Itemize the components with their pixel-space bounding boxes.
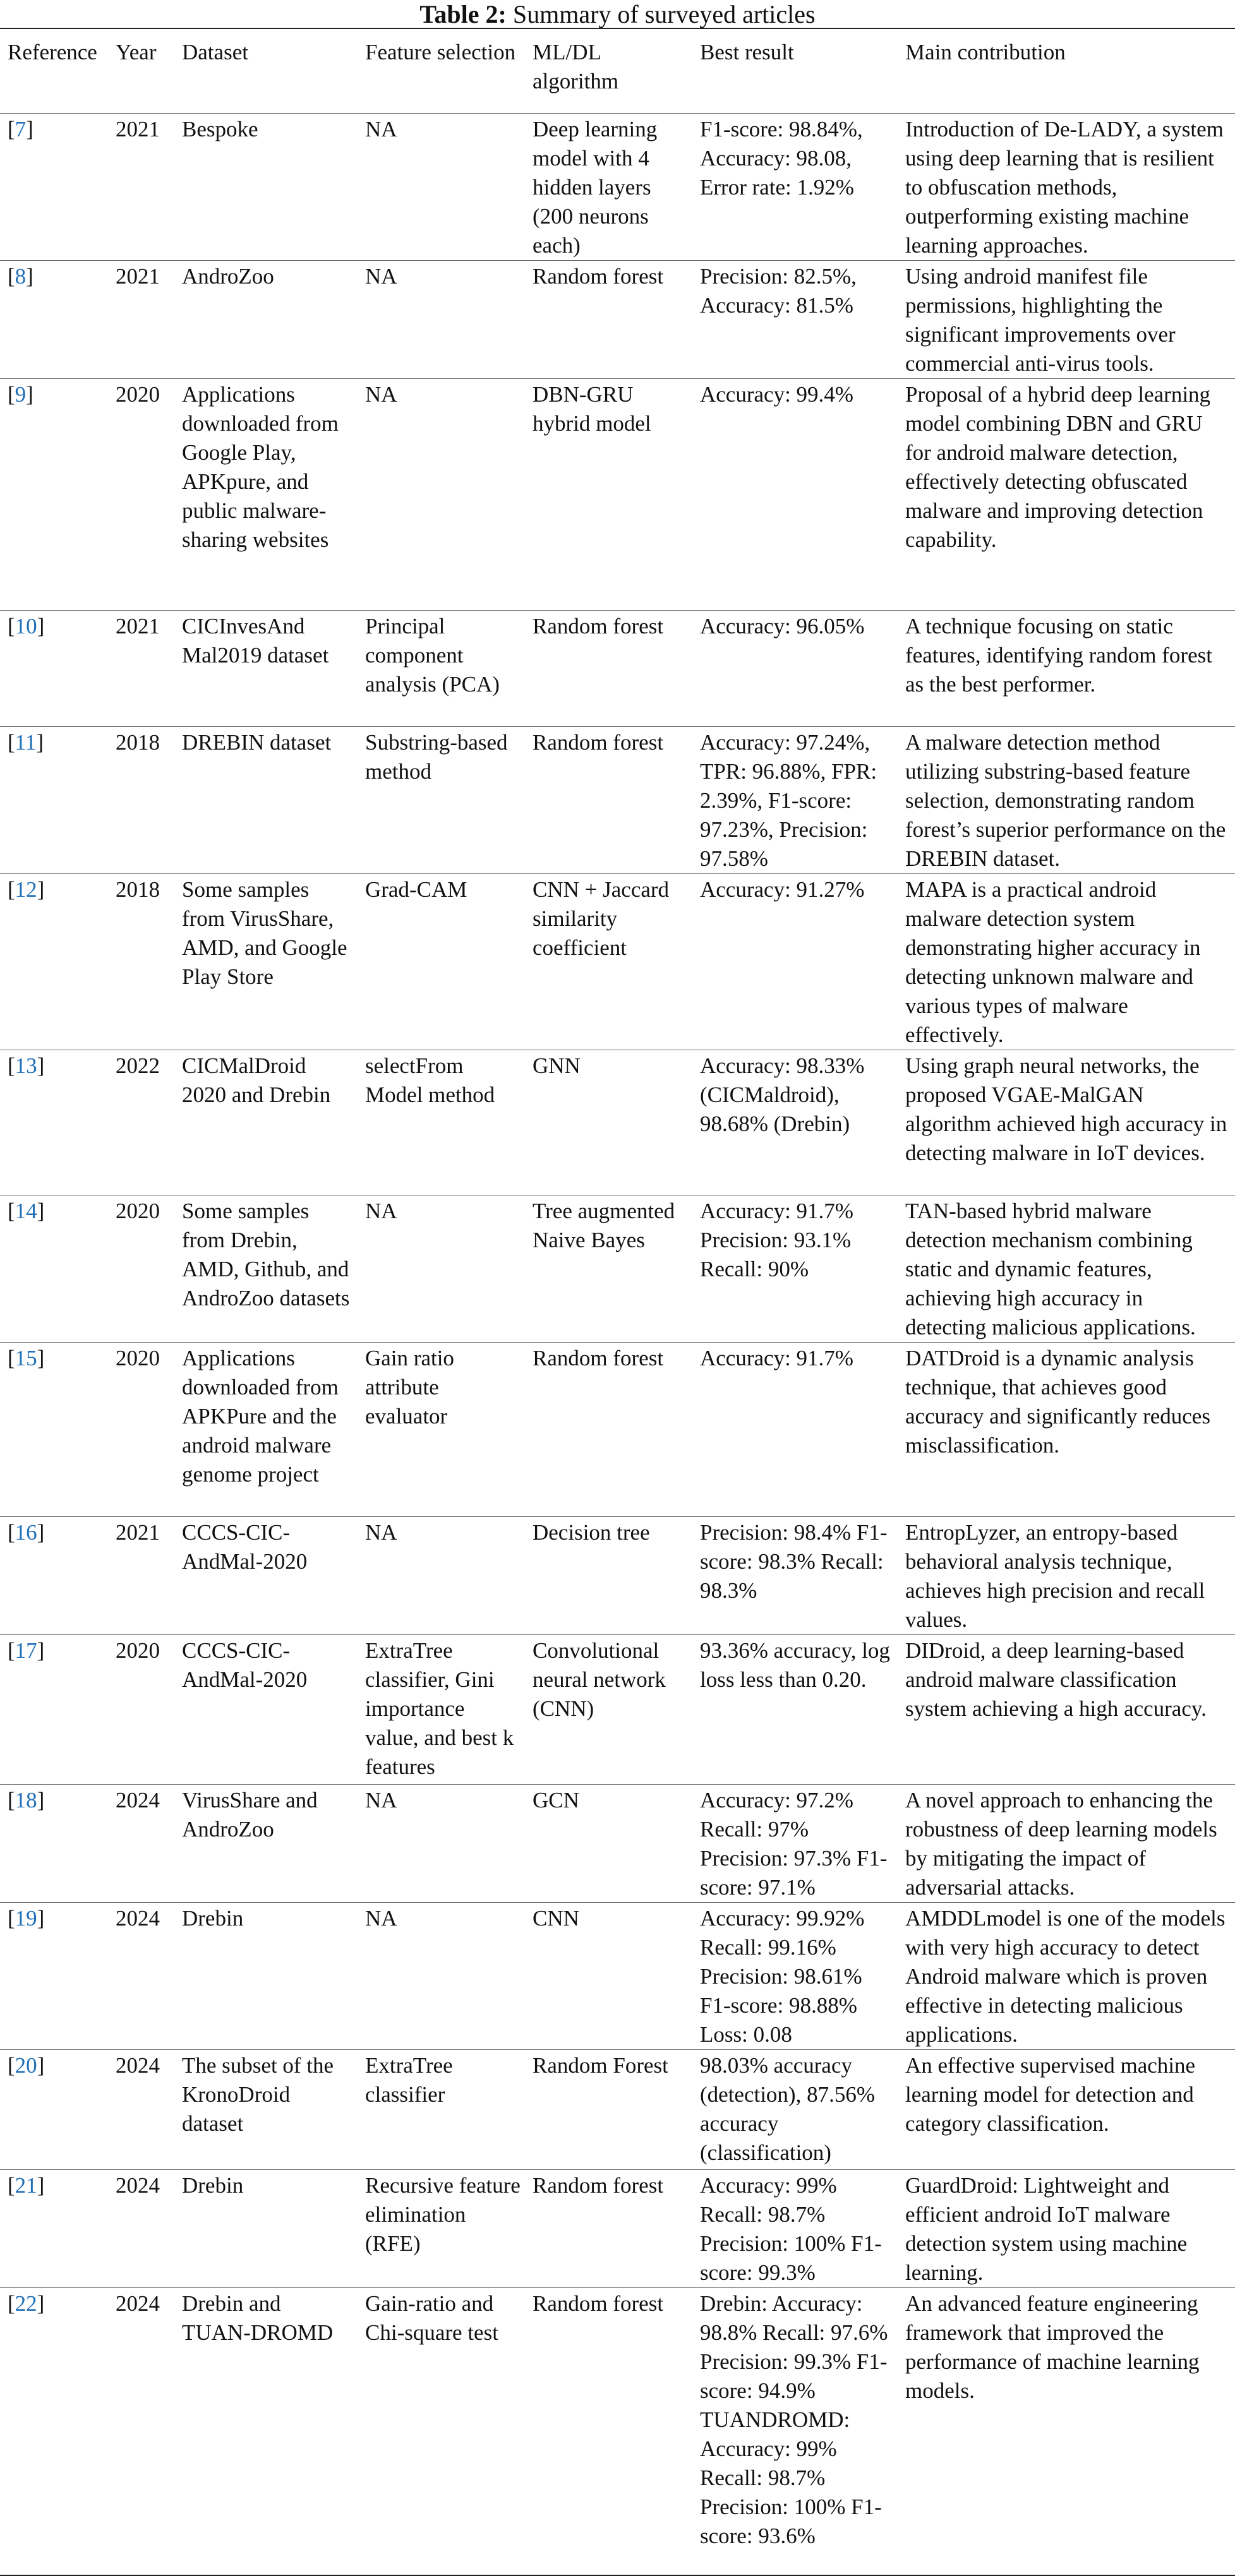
reference-link[interactable]: 17 <box>15 1638 37 1663</box>
table-row <box>0 2050 1235 2170</box>
cell-main-contribution: Using graph neural networks, the proposed VGAE-MalGAN algorithm achieved high accuracy in detecting malware in IoT devices. <box>900 1050 1235 1195</box>
cell-best-result: Precision: 82.5%, Accuracy: 81.5% <box>695 261 900 379</box>
cell-main-contribution: MAPA is a practical android malware detection system demonstrating higher accuracy in detecting unknown malware and various types of malware effectively. <box>900 874 1235 1050</box>
cell-algorithm: Convolutional neural network (CNN) <box>527 1635 695 1785</box>
cell-algorithm: Random forest <box>527 261 695 379</box>
table-row <box>0 379 1235 611</box>
reference-link[interactable]: 9 <box>15 382 27 407</box>
cell-dataset: Drebin <box>177 1903 360 2050</box>
cell-reference: [11] <box>0 727 111 874</box>
cell-feature-selection: NA <box>360 1195 527 1343</box>
cell-main-contribution: A technique focusing on static features, identifying random forest as the best performer. <box>900 611 1235 727</box>
caption-text: Summary of surveyed articles <box>512 0 816 28</box>
reference-link[interactable]: 13 <box>15 1053 37 1078</box>
cell-main-contribution: Introduction of De-LADY, a system using deep learning that is resilient to obfuscation methods, outperforming existing machine learning approaches. <box>900 114 1235 261</box>
cell-dataset: AndroZoo <box>177 261 360 379</box>
cell-algorithm: DBN-GRU hybrid model <box>527 379 695 611</box>
cell-reference: [20] <box>0 2050 111 2170</box>
cell-feature-selection: Recursive feature elimination (RFE) <box>360 2170 527 2288</box>
cell-algorithm: Random forest <box>527 1343 695 1517</box>
reference-link[interactable]: 7 <box>15 117 27 141</box>
cell-feature-selection: Grad-CAM <box>360 874 527 1050</box>
cell-reference: [19] <box>0 1903 111 2050</box>
cell-year: 2024 <box>111 1903 177 2050</box>
cell-reference: [22] <box>0 2288 111 2575</box>
cell-reference: [17] <box>0 1635 111 1785</box>
cell-main-contribution: GuardDroid: Lightweight and efficient android IoT malware detection system using machine learning. <box>900 2170 1235 2288</box>
cell-reference: [13] <box>0 1050 111 1195</box>
cell-feature-selection: NA <box>360 1903 527 2050</box>
cell-dataset: The subset of the KronoDroid dataset <box>177 2050 360 2170</box>
cell-main-contribution: An advanced feature engineering framework that improved the performance of machine learning models. <box>900 2288 1235 2575</box>
summary-table <box>0 28 1235 2576</box>
cell-year: 2024 <box>111 2050 177 2170</box>
reference-link[interactable]: 21 <box>15 2173 37 2198</box>
reference-link[interactable]: 10 <box>15 614 37 638</box>
cell-feature-selection: Gain ratio attribute evaluator <box>360 1343 527 1517</box>
cell-algorithm: CNN <box>527 1903 695 2050</box>
cell-dataset: CICInvesAnd Mal2019 dataset <box>177 611 360 727</box>
cell-dataset: CICMalDroid 2020 and Drebin <box>177 1050 360 1195</box>
cell-year: 2024 <box>111 2170 177 2288</box>
cell-main-contribution: AMDDLmodel is one of the models with very high accuracy to detect Android malware which is proven effective in detecting malicious applications. <box>900 1903 1235 2050</box>
reference-link[interactable]: 14 <box>15 1199 37 1223</box>
cell-reference: [12] <box>0 874 111 1050</box>
cell-main-contribution: EntropLyzer, an entropy-based behavioral analysis technique, achieves high precision and recall values. <box>900 1517 1235 1635</box>
reference-link[interactable]: 20 <box>15 2053 37 2078</box>
cell-reference: [8] <box>0 261 111 379</box>
cell-reference: [15] <box>0 1343 111 1517</box>
cell-year: 2021 <box>111 261 177 379</box>
cell-algorithm: Random forest <box>527 611 695 727</box>
cell-best-result: Accuracy: 91.27% <box>695 874 900 1050</box>
table-row <box>0 261 1235 379</box>
cell-reference: [21] <box>0 2170 111 2288</box>
cell-feature-selection: NA <box>360 261 527 379</box>
reference-link[interactable]: 18 <box>15 1788 37 1812</box>
cell-year: 2020 <box>111 1635 177 1785</box>
cell-feature-selection: ExtraTree classifier, Gini importance value, and best k features <box>360 1635 527 1785</box>
cell-best-result: Accuracy: 99.92% Recall: 99.16% Precision: 98.61% F1-score: 98.88% Loss: 0.08 <box>695 1903 900 2050</box>
cell-best-result: 93.36% accuracy, log loss less than 0.20. <box>695 1635 900 1785</box>
cell-main-contribution: A novel approach to enhancing the robustness of deep learning models by mitigating the impact of adversarial attacks. <box>900 1785 1235 1903</box>
cell-best-result: Accuracy: 91.7% <box>695 1343 900 1517</box>
cell-feature-selection: Principal component analysis (PCA) <box>360 611 527 727</box>
cell-feature-selection: NA <box>360 1785 527 1903</box>
header-reference: Reference <box>8 40 97 64</box>
cell-feature-selection: selectFrom Model method <box>360 1050 527 1195</box>
cell-main-contribution: A malware detection method utilizing substring-based feature selection, demonstrating random forest’s superior performance on the DREBIN dataset. <box>900 727 1235 874</box>
cell-year: 2021 <box>111 611 177 727</box>
table-body <box>0 114 1235 2575</box>
table-row <box>0 1635 1235 1785</box>
cell-algorithm: Random Forest <box>527 2050 695 2170</box>
cell-main-contribution: Proposal of a hybrid deep learning model combining DBN and GRU for android malware detection, effectively detecting obfuscated malware and improving detection capability. <box>900 379 1235 611</box>
table-row <box>0 1050 1235 1195</box>
cell-year: 2024 <box>111 1785 177 1903</box>
cell-dataset: Some samples from Drebin, AMD, Github, and AndroZoo datasets <box>177 1195 360 1343</box>
cell-main-contribution: An effective supervised machine learning model for detection and category classification. <box>900 2050 1235 2170</box>
cell-year: 2020 <box>111 1195 177 1343</box>
reference-link[interactable]: 11 <box>15 730 37 755</box>
cell-dataset: CCCS-CIC-AndMal-2020 <box>177 1517 360 1635</box>
cell-algorithm: Tree augmented Naive Bayes <box>527 1195 695 1343</box>
table-row <box>0 2170 1235 2288</box>
cell-algorithm: Deep learning model with 4 hidden layers (200 neurons each) <box>527 114 695 261</box>
cell-dataset: Bespoke <box>177 114 360 261</box>
cell-year: 2020 <box>111 1343 177 1517</box>
cell-reference: [10] <box>0 611 111 727</box>
table-row <box>0 2288 1235 2575</box>
cell-best-result: Accuracy: 99.4% <box>695 379 900 611</box>
cell-main-contribution: TAN-based hybrid malware detection mechanism combining static and dynamic features, achieving high accuracy in detecting malicious applications. <box>900 1195 1235 1343</box>
cell-dataset: Applications downloaded from APKPure and the android malware genome project <box>177 1343 360 1517</box>
cell-algorithm: GCN <box>527 1785 695 1903</box>
cell-dataset: Some samples from VirusShare, AMD, and Google Play Store <box>177 874 360 1050</box>
cell-algorithm: Random forest <box>527 727 695 874</box>
cell-best-result: Drebin: Accuracy: 98.8% Recall: 97.6% Precision: 99.3% F1-score: 94.9% TUANDROMD: Accuracy: 99% Recall: 98.7% Precision: 100% F1-score: 93.6% <box>695 2288 900 2575</box>
reference-link[interactable]: 16 <box>15 1520 37 1545</box>
cell-reference: [18] <box>0 1785 111 1903</box>
cell-reference: [9] <box>0 379 111 611</box>
cell-main-contribution: DATDroid is a dynamic analysis technique, that achieves good accuracy and significantly reduces misclassification. <box>900 1343 1235 1517</box>
header-year: Year <box>116 40 157 64</box>
reference-link[interactable]: 8 <box>15 264 27 289</box>
cell-best-result: Accuracy: 99% Recall: 98.7% Precision: 100% F1-score: 99.3% <box>695 2170 900 2288</box>
cell-best-result: Accuracy: 97.2% Recall: 97% Precision: 97.3% F1-score: 97.1% <box>695 1785 900 1903</box>
cell-reference: [14] <box>0 1195 111 1343</box>
cell-best-result: 98.03% accuracy (detection), 87.56% accuracy (classification) <box>695 2050 900 2170</box>
table-row <box>0 114 1235 261</box>
table-row <box>0 1785 1235 1903</box>
cell-feature-selection: NA <box>360 114 527 261</box>
header-feature-selection: Feature selection <box>365 40 516 64</box>
cell-dataset: CCCS-CIC-AndMal-2020 <box>177 1635 360 1785</box>
cell-algorithm: GNN <box>527 1050 695 1195</box>
cell-algorithm: Random forest <box>527 2170 695 2288</box>
cell-best-result: Accuracy: 98.33% (CICMaldroid), 98.68% (Drebin) <box>695 1050 900 1195</box>
cell-best-result: Precision: 98.4% F1-score: 98.3% Recall: 98.3% <box>695 1517 900 1635</box>
table-row <box>0 1517 1235 1635</box>
header-algorithm: ML/DL algorithm <box>533 40 619 93</box>
cell-main-contribution: Using android manifest file permissions, highlighting the significant improvements over commercial anti-virus tools. <box>900 261 1235 379</box>
reference-link[interactable]: 12 <box>15 877 37 902</box>
table-row <box>0 611 1235 727</box>
reference-link[interactable]: 22 <box>15 2291 37 2316</box>
cell-year: 2021 <box>111 114 177 261</box>
cell-year: 2018 <box>111 874 177 1050</box>
cell-feature-selection: Gain-ratio and Chi-square test <box>360 2288 527 2575</box>
table-row <box>0 1195 1235 1343</box>
cell-reference: [16] <box>0 1517 111 1635</box>
cell-dataset: Drebin and TUAN-DROMD <box>177 2288 360 2575</box>
header-row <box>0 28 1235 114</box>
cell-feature-selection: Substring-based method <box>360 727 527 874</box>
cell-year: 2021 <box>111 1517 177 1635</box>
table-caption <box>0 0 1235 30</box>
cell-year: 2018 <box>111 727 177 874</box>
cell-best-result: Accuracy: 96.05% <box>695 611 900 727</box>
reference-link[interactable]: 15 <box>15 1346 37 1370</box>
cell-year: 2024 <box>111 2288 177 2575</box>
cell-feature-selection: ExtraTree classifier <box>360 2050 527 2170</box>
cell-dataset: Drebin <box>177 2170 360 2288</box>
cell-best-result: Accuracy: 97.24%, TPR: 96.88%, FPR: 2.39%, F1-score: 97.23%, Precision: 97.58% <box>695 727 900 874</box>
cell-year: 2020 <box>111 379 177 611</box>
cell-year: 2022 <box>111 1050 177 1195</box>
table-row <box>0 1903 1235 2050</box>
cell-dataset: DREBIN dataset <box>177 727 360 874</box>
header-dataset: Dataset <box>182 40 248 64</box>
table-row <box>0 727 1235 874</box>
cell-dataset: Applications downloaded from Google Play, APKpure, and public malware-sharing websites <box>177 379 360 611</box>
cell-best-result: Accuracy: 91.7% Precision: 93.1% Recall: 90% <box>695 1195 900 1343</box>
cell-algorithm: CNN + Jaccard similarity coefficient <box>527 874 695 1050</box>
cell-dataset: VirusShare and AndroZoo <box>177 1785 360 1903</box>
cell-algorithm: Decision tree <box>527 1517 695 1635</box>
cell-feature-selection: NA <box>360 1517 527 1635</box>
header-best-result: Best result <box>700 40 794 64</box>
cell-reference: [7] <box>0 114 111 261</box>
header-main-contribution: Main contribution <box>905 40 1066 64</box>
reference-link[interactable]: 19 <box>15 1906 37 1931</box>
cell-algorithm: Random forest <box>527 2288 695 2575</box>
cell-main-contribution: DIDroid, a deep learning-based android malware classification system achieving a high accuracy. <box>900 1635 1235 1785</box>
table-row <box>0 874 1235 1050</box>
cell-feature-selection: NA <box>360 379 527 611</box>
cell-best-result: F1-score: 98.84%, Accuracy: 98.08, Error rate: 1.92% <box>695 114 900 261</box>
table-row <box>0 1343 1235 1517</box>
caption-label: Table 2: <box>419 0 507 28</box>
